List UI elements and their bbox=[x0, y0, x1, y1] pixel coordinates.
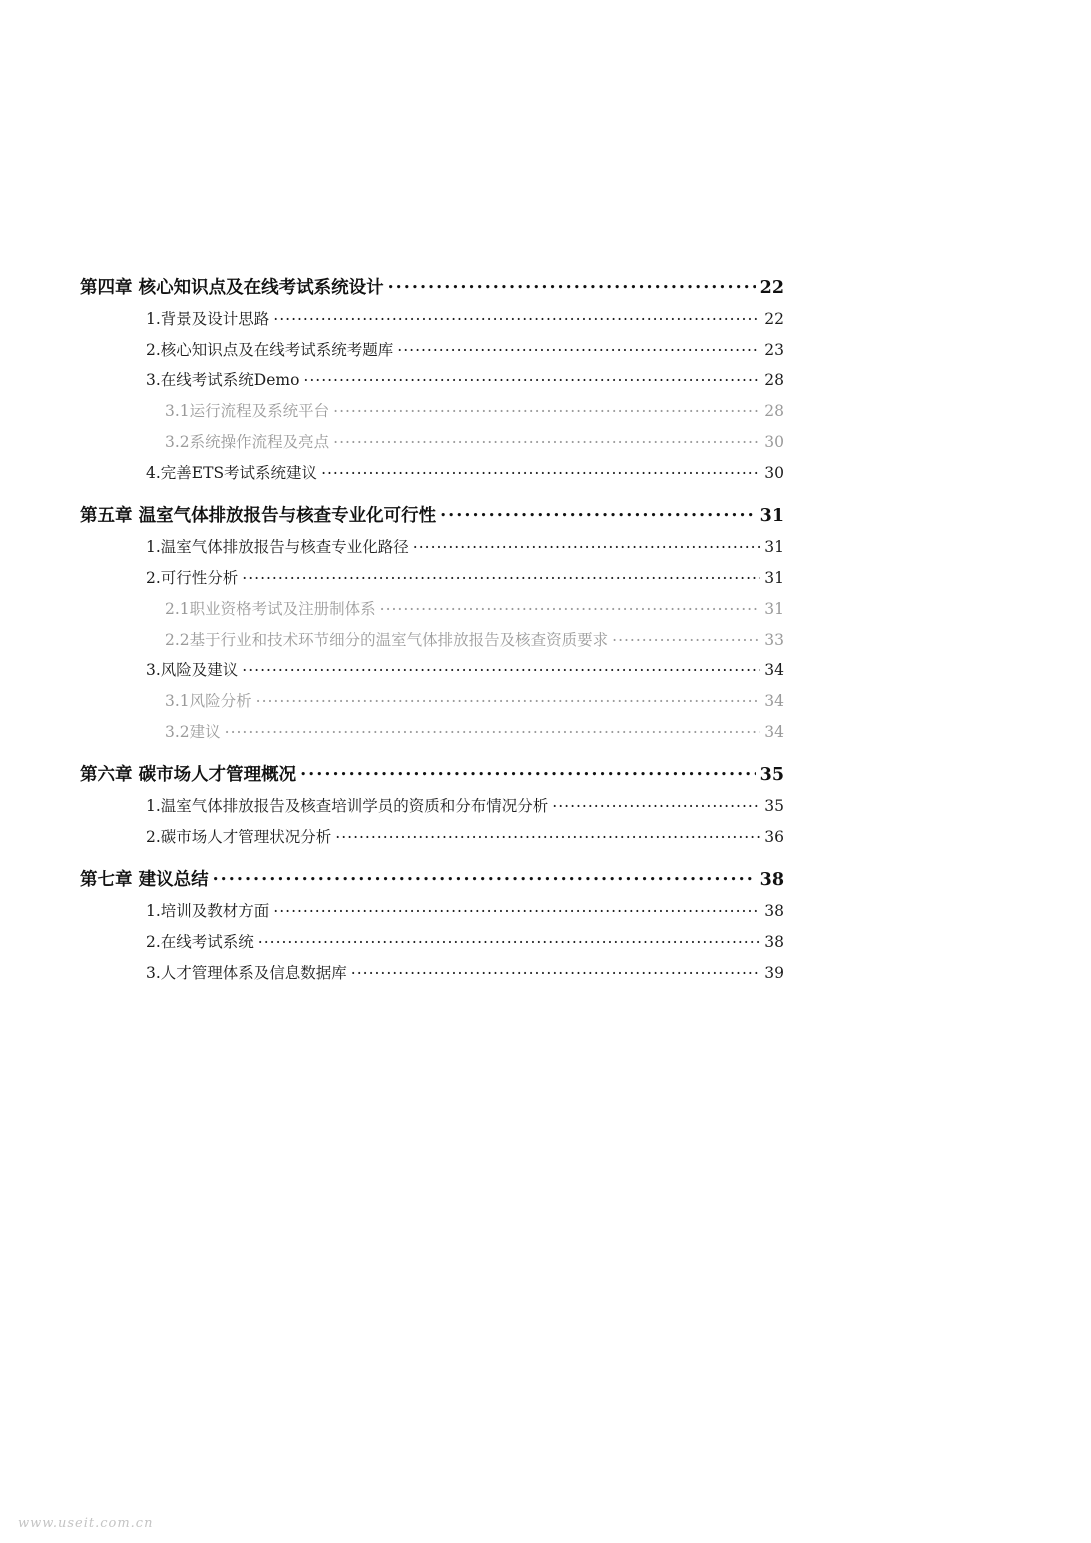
toc-chapter-4[interactable] bbox=[80, 274, 784, 299]
toc-page-number: 30 bbox=[764, 433, 784, 451]
toc-page-number: 34 bbox=[764, 723, 784, 741]
toc-page-number: 34 bbox=[764, 661, 784, 679]
toc-page-number: 22 bbox=[764, 310, 784, 328]
dot-leader bbox=[242, 568, 760, 584]
toc-section-4-2[interactable] bbox=[146, 338, 784, 360]
dot-leader bbox=[273, 309, 760, 325]
toc-page-number: 34 bbox=[764, 692, 784, 710]
toc-section-4-3[interactable] bbox=[146, 368, 784, 390]
toc-subsection-5-2-1[interactable] bbox=[165, 597, 784, 619]
dot-leader bbox=[612, 630, 760, 646]
toc-page-number: 30 bbox=[764, 464, 784, 482]
toc-entry-label: 3.人才管理体系及信息数据库 bbox=[146, 964, 347, 982]
dot-leader bbox=[300, 763, 756, 781]
dot-leader bbox=[380, 599, 761, 615]
dot-leader bbox=[388, 276, 756, 294]
toc-entry-label: 1.背景及设计思路 bbox=[146, 310, 270, 328]
toc-section-6-1[interactable] bbox=[146, 794, 784, 816]
toc-page-number: 22 bbox=[759, 278, 784, 298]
dot-leader bbox=[242, 660, 760, 676]
toc-subsection-5-3-2[interactable] bbox=[165, 720, 784, 742]
toc-entry-label: 2.2基于行业和技术环节细分的温室气体排放报告及核查资质要求 bbox=[165, 631, 609, 649]
dot-leader bbox=[333, 432, 760, 448]
toc-section-7-2[interactable] bbox=[146, 930, 784, 952]
toc-entry-label: 1.温室气体排放报告及核查培训学员的资质和分布情况分析 bbox=[146, 797, 549, 815]
toc-page-number: 31 bbox=[759, 506, 784, 526]
toc-section-7-1[interactable] bbox=[146, 899, 784, 921]
toc-section-4-4[interactable] bbox=[146, 461, 784, 483]
watermark: www.useit.com.cn bbox=[18, 1516, 154, 1531]
toc-chapter-5[interactable] bbox=[80, 502, 784, 527]
toc-subsection-4-3-1[interactable] bbox=[165, 399, 784, 421]
toc-entry-label: 4.完善ETS考试系统建议 bbox=[146, 464, 318, 482]
dot-leader bbox=[303, 370, 760, 386]
toc-entry-label: 3.1风险分析 bbox=[165, 692, 252, 710]
toc-entry-label: 第四章 核心知识点及在线考试系统设计 bbox=[80, 278, 384, 298]
toc-page-number: 33 bbox=[764, 631, 784, 649]
toc-page-number: 23 bbox=[764, 341, 784, 359]
toc-page-number: 36 bbox=[764, 828, 784, 846]
dot-leader bbox=[273, 901, 760, 917]
toc-entry-label: 第六章 碳市场人才管理概况 bbox=[80, 765, 297, 785]
dot-leader bbox=[397, 340, 760, 356]
toc-subsection-5-2-2[interactable] bbox=[165, 628, 784, 650]
toc-entry-label: 2.在线考试系统 bbox=[146, 933, 254, 951]
toc-entry-label: 第五章 温室气体排放报告与核查专业化可行性 bbox=[80, 506, 437, 526]
toc-entry-label: 3.在线考试系统Demo bbox=[146, 371, 300, 389]
toc-subsection-4-3-2[interactable] bbox=[165, 430, 784, 452]
toc-chapter-6[interactable] bbox=[80, 761, 784, 786]
toc-page-number: 38 bbox=[759, 870, 784, 890]
toc-page-number: 39 bbox=[764, 964, 784, 982]
toc-section-4-1[interactable] bbox=[146, 307, 784, 329]
toc-page-number: 31 bbox=[764, 538, 784, 556]
toc-entry-label: 3.风险及建议 bbox=[146, 661, 239, 679]
dot-leader bbox=[335, 827, 760, 843]
dot-leader bbox=[552, 796, 760, 812]
toc-entry-label: 3.2系统操作流程及亮点 bbox=[165, 433, 330, 451]
dot-leader bbox=[440, 504, 756, 522]
dot-leader bbox=[333, 401, 760, 417]
toc-page-number: 28 bbox=[764, 402, 784, 420]
dot-leader bbox=[213, 868, 756, 886]
toc-entry-label: 2.碳市场人才管理状况分析 bbox=[146, 828, 332, 846]
toc-entry-label: 2.1职业资格考试及注册制体系 bbox=[165, 600, 376, 618]
toc-page-number: 31 bbox=[764, 569, 784, 587]
toc-entry-label: 第七章 建议总结 bbox=[80, 870, 209, 890]
dot-leader bbox=[225, 722, 761, 738]
toc-section-5-2[interactable] bbox=[146, 566, 784, 588]
dot-leader bbox=[256, 691, 761, 707]
toc-entry-label: 3.2建议 bbox=[165, 723, 221, 741]
toc-entry-label: 3.1运行流程及系统平台 bbox=[165, 402, 330, 420]
toc-page-number: 38 bbox=[764, 933, 784, 951]
toc-page-number: 28 bbox=[764, 371, 784, 389]
dot-leader bbox=[258, 932, 760, 948]
toc-page-number: 35 bbox=[759, 765, 784, 785]
toc-entry-label: 1.培训及教材方面 bbox=[146, 902, 270, 920]
toc-section-7-3[interactable] bbox=[146, 961, 784, 983]
toc-page-number: 38 bbox=[764, 902, 784, 920]
dot-leader bbox=[351, 963, 760, 979]
dot-leader bbox=[321, 463, 760, 479]
toc-section-5-1[interactable] bbox=[146, 535, 784, 557]
toc-entry-label: 1.温室气体排放报告与核查专业化路径 bbox=[146, 538, 409, 556]
toc-section-6-2[interactable] bbox=[146, 825, 784, 847]
toc-entry-label: 2.可行性分析 bbox=[146, 569, 239, 587]
toc-entry-label: 2.核心知识点及在线考试系统考题库 bbox=[146, 341, 394, 359]
toc-section-5-3[interactable] bbox=[146, 658, 784, 680]
toc-subsection-5-3-1[interactable] bbox=[165, 689, 784, 711]
toc-page-number: 35 bbox=[764, 797, 784, 815]
dot-leader bbox=[413, 537, 760, 553]
toc-page-number: 31 bbox=[764, 600, 784, 618]
toc-chapter-7[interactable] bbox=[80, 866, 784, 891]
